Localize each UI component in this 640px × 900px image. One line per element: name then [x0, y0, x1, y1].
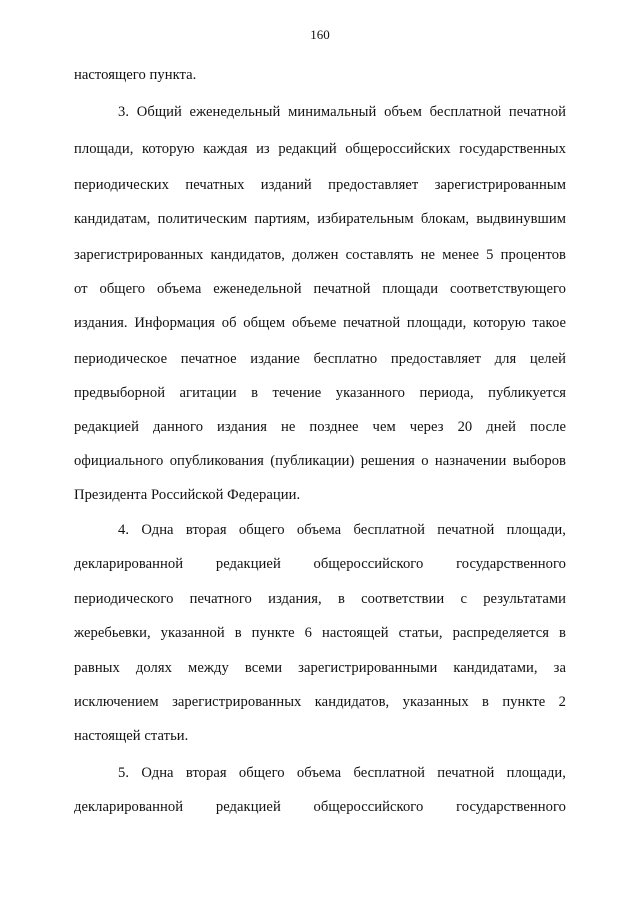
text-line: настоящей статьи. [74, 728, 189, 744]
text-line: Президента Российской Федерации. [74, 487, 301, 503]
text-line: периодических печатных изданий предоставляет зарегистрированным [74, 177, 566, 193]
text-line: издания. Информация об общем объеме печатной площади, которую такое [74, 315, 566, 331]
text-line: зарегистрированных кандидатов, должен составлять не менее 5 процентов [74, 247, 566, 263]
paragraph-3-line-1: 3. Общий еженедельный минимальный объем бесплатной печатной [118, 104, 566, 120]
text-line: кандидатам, политическим партиям, избирательным блокам, выдвинувшим [74, 211, 566, 227]
text-line: настоящего пункта. [74, 67, 197, 83]
text-line: от общего объема еженедельной печатной площади соответствующего [74, 281, 566, 297]
paragraph-5-line-1: 5. Одна вторая общего объема бесплатной печатной площади, [118, 765, 566, 781]
page-number: 160 [310, 27, 330, 42]
text-line: площади, которую каждая из редакций общероссийских государственных [74, 141, 566, 157]
text-line: периодического печатного издания, в соответствии с результатами [74, 591, 566, 607]
paragraph-4-line-1: 4. Одна вторая общего объема бесплатной печатной площади, [118, 522, 566, 538]
text-line: периодическое печатное издание бесплатно предоставляет для целей [74, 351, 566, 367]
text-line: декларированной редакцией общероссийского государственного [74, 799, 566, 815]
text-line: декларированной редакцией общероссийского государственного [74, 556, 566, 572]
text-line: официального опубликования (публикации) решения о назначении выборов [74, 453, 566, 469]
text-line: равных долях между всеми зарегистрированными кандидатами, за [74, 660, 566, 676]
text-line: жеребьевки, указанной в пункте 6 настоящей статьи, распределяется в [74, 625, 566, 641]
text-line: исключением зарегистрированных кандидатов, указанных в пункте 2 [74, 694, 566, 710]
text-line: редакцией данного издания не позднее чем через 20 дней после [74, 419, 566, 435]
text-line: предвыборной агитации в течение указанного периода, публикуется [74, 385, 566, 401]
